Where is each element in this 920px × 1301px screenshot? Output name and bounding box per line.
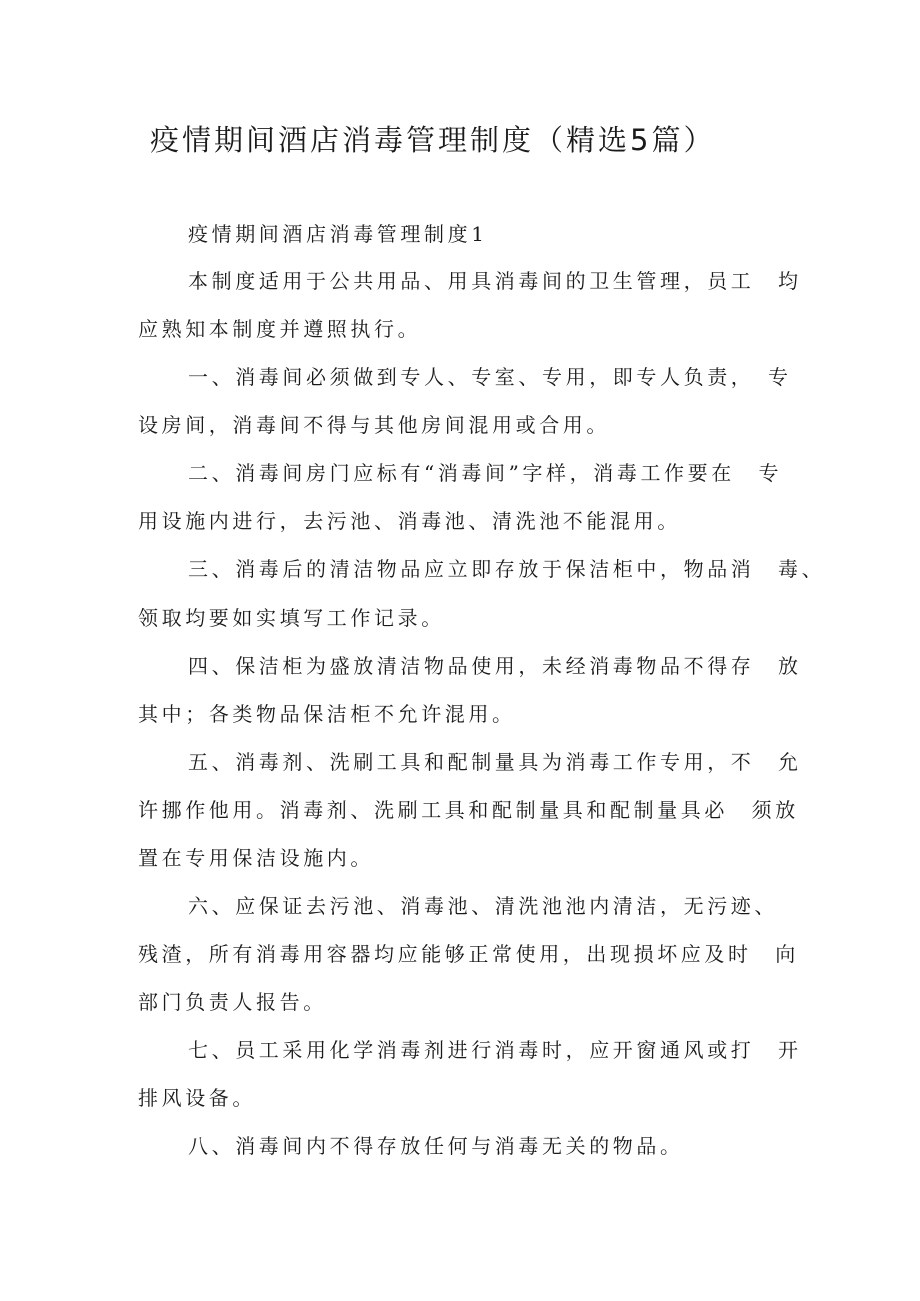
paragraph-line: 置在专用保洁设施内。 (138, 846, 374, 870)
paragraph-line: 四、保洁柜为盛放清洁物品使用，未经消毒物品不得存 放 (188, 654, 802, 678)
paragraph-line: 六、应保证去污池、消毒池、清洗池池内清洁，无污迹、 (188, 894, 778, 918)
paragraph-line: 本制度适用于公共用品、用具消毒间的卫生管理，员工 均 (188, 269, 802, 293)
paragraph-line: 残渣，所有消毒用容器均应能够正常使用，出现损坏应及时 向 (138, 942, 799, 966)
paragraph-line: 部门负责人报告。 (138, 990, 327, 1014)
paragraph-line: 一、消毒间必须做到专人、专室、专用，即专人负责， 专 (188, 365, 792, 389)
paragraph-line: 许挪作他用。消毒剂、洗刷工具和配制量具和配制量具必 须放 (138, 798, 799, 822)
paragraph-line: 八、消毒间内不得存放任何与消毒无关的物品。 (188, 1134, 684, 1158)
section-heading: 疫情期间酒店消毒管理制度1 (188, 222, 488, 246)
paragraph-line: 设房间，消毒间不得与其他房间混用或合用。 (138, 413, 610, 437)
paragraph-line: 三、消毒后的清洁物品应立即存放于保洁柜中，物品消 毒、 (188, 557, 826, 581)
paragraph-line: 五、消毒剂、洗刷工具和配制量具为消毒工作专用，不 允 (188, 750, 802, 774)
paragraph-line: 二、消毒间房门应标有“消毒间”字样，消毒工作要在 专 (188, 461, 783, 485)
paragraph-line: 其中；各类物品保洁柜不允许混用。 (138, 702, 516, 726)
paragraph-line: 用设施内进行，去污池、消毒池、清洗池不能混用。 (138, 509, 681, 533)
paragraph-line: 领取均要如实填写工作记录。 (138, 606, 445, 630)
paragraph-line: 七、员工采用化学消毒剂进行消毒时，应开窗通风或打 开 (188, 1038, 802, 1062)
document-title: 疫情期间酒店消毒管理制度（精选5篇） (150, 123, 716, 157)
paragraph-line: 应熟知本制度并遵照执行。 (138, 317, 422, 341)
paragraph-line: 排风设备。 (138, 1086, 256, 1110)
